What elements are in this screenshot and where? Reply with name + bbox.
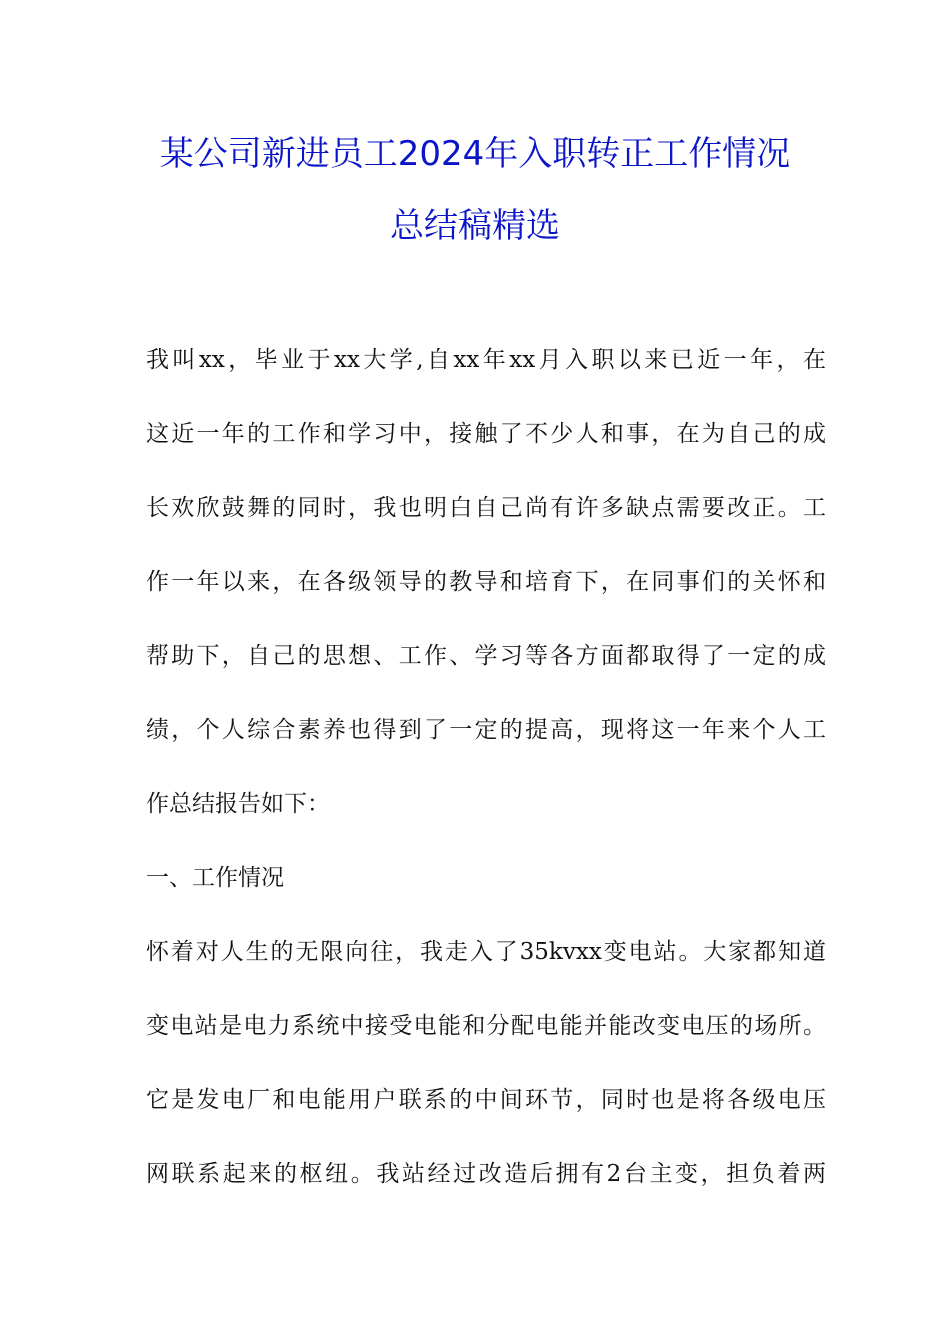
body-line-5: 帮助下，自己的思想、工作、学习等各方面都取得了一定的成 [146,643,826,669]
body-line-10: 变电站是电力系统中接受电能和分配电能并能改变电压的场所。 [146,1013,826,1039]
body-line-3: 长欢欣鼓舞的同时，我也明白自己尚有许多缺点需要改正。工 [146,495,826,521]
body-line-6: 绩，个人综合素养也得到了一定的提高，现将这一年来个人工 [146,717,826,743]
body-line-4: 作一年以来，在各级领导的教导和培育下，在同事们的关怀和 [146,569,826,595]
section-heading: 一、工作情况 [146,865,284,891]
document-title-line-2: 总结稿精选 [390,206,560,246]
body-line-7: 作总结报告如下： [146,791,330,817]
body-line-2: 这近一年的工作和学习中，接触了不少人和事，在为自己的成 [146,421,826,447]
body-line-1: 我叫xx，毕业于xx大学,自xx年xx月入职以来已近一年，在 [146,347,826,373]
body-line-12: 网联系起来的枢纽。我站经过改造后拥有2台主变，担负着两 [146,1161,826,1187]
document-title-line-1: 某公司新进员工2024年入职转正工作情况 [159,134,791,174]
body-line-11: 它是发电厂和电能用户联系的中间环节，同时也是将各级电压 [146,1087,826,1113]
body-line-9: 怀着对人生的无限向往，我走入了35kvxx变电站。大家都知道 [146,939,826,965]
